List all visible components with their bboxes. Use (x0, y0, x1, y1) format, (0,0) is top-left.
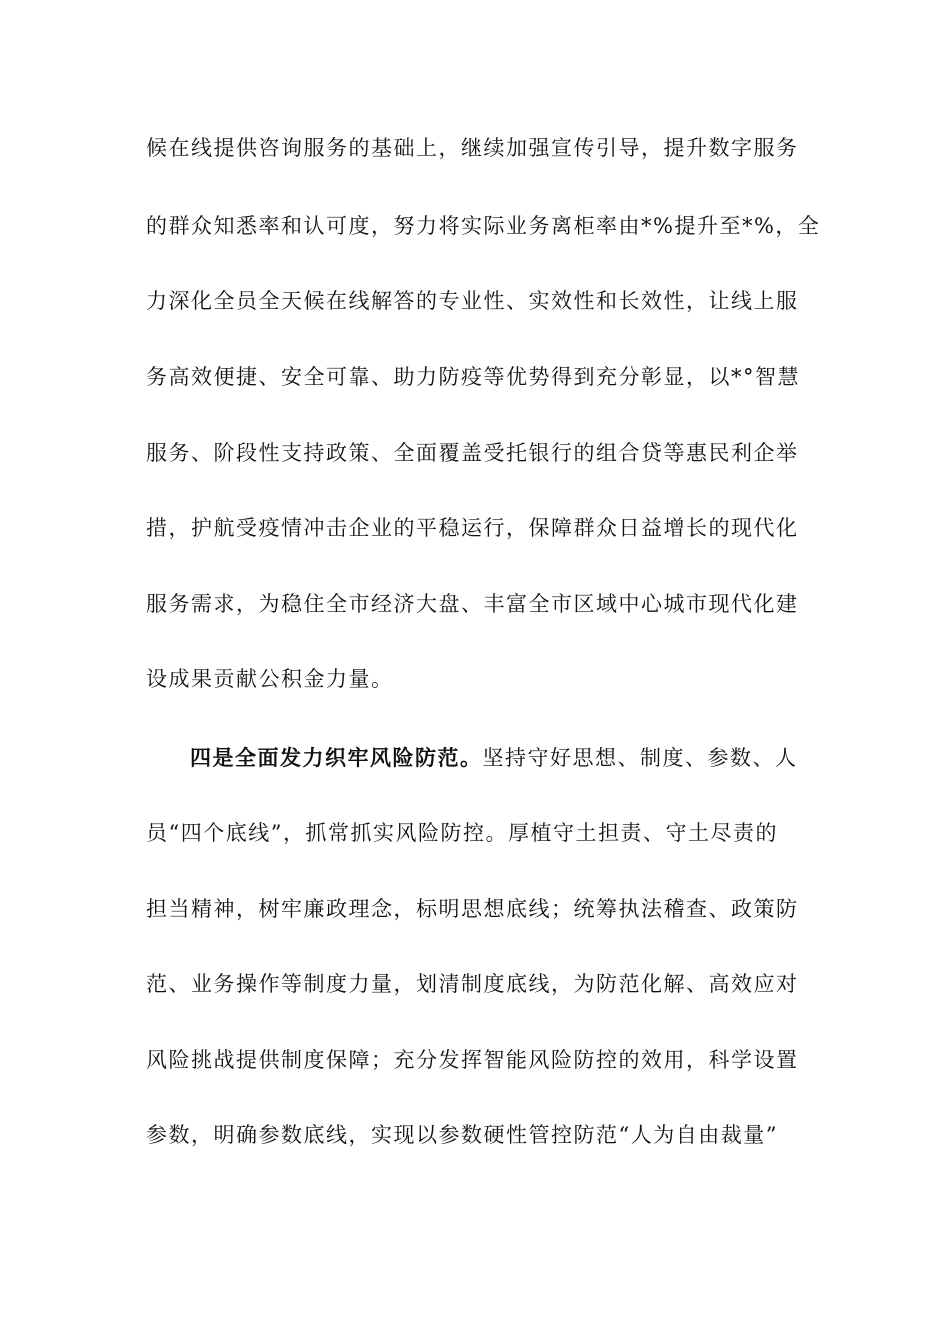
paragraph-2-line-5: 风险挑战提供制度保障；充分发挥智能风险防控的效用，科学设置 (146, 1048, 799, 1072)
paragraph-2-line-1 (190, 743, 798, 773)
paragraph-2-line-4: 范、业务操作等制度力量，划清制度底线，为防范化解、高效应对 (146, 972, 799, 996)
paragraph-1-line-5: 服务、阶段性支持政策、全面覆盖受托银行的组合贷等惠民利企举 (146, 441, 799, 465)
paragraph-2-line-6: 参数，明确参数底线，实现以参数硬性管控防范“人为自由裁量” (146, 1123, 778, 1147)
paragraph-1-line-7: 服务需求，为稳住全市经济大盘、丰富全市区域中心城市现代化建 (146, 592, 799, 616)
paragraph-1-line-1: 候在线提供咨询服务的基础上，继续加强宣传引导，提升数字服务 (146, 136, 799, 160)
paragraph-2-heading: 四是全面发力织牢风险防范。 (190, 745, 483, 770)
paragraph-1-line-8: 设成果贡献公积金力量。 (146, 667, 394, 691)
paragraph-1-line-4: 务高效便捷、安全可靠、助力防疫等优势得到充分彰显，以*°智慧 (146, 365, 800, 389)
paragraph-1-line-3: 力深化全员全天候在线解答的专业性、实效性和长效性，让线上服 (146, 289, 799, 313)
paragraph-2-line-2: 员“四个底线”，抓常抓实风险防控。厚植守土担责、守土尽责的 (146, 821, 778, 845)
paragraph-1-line-6: 措，护航受疫情冲击企业的平稳运行，保障群众日益增长的现代化 (146, 516, 799, 540)
paragraph-2-line-3: 担当精神，树牢廉政理念，标明思想底线；统筹执法稽查、政策防 (146, 897, 799, 921)
paragraph-1-line-2: 的群众知悉率和认可度，努力将实际业务离柜率由*%提升至*%，全 (146, 214, 821, 238)
paragraph-2-first-line-rest: 坚持守好思想、制度、参数、人 (482, 746, 798, 770)
